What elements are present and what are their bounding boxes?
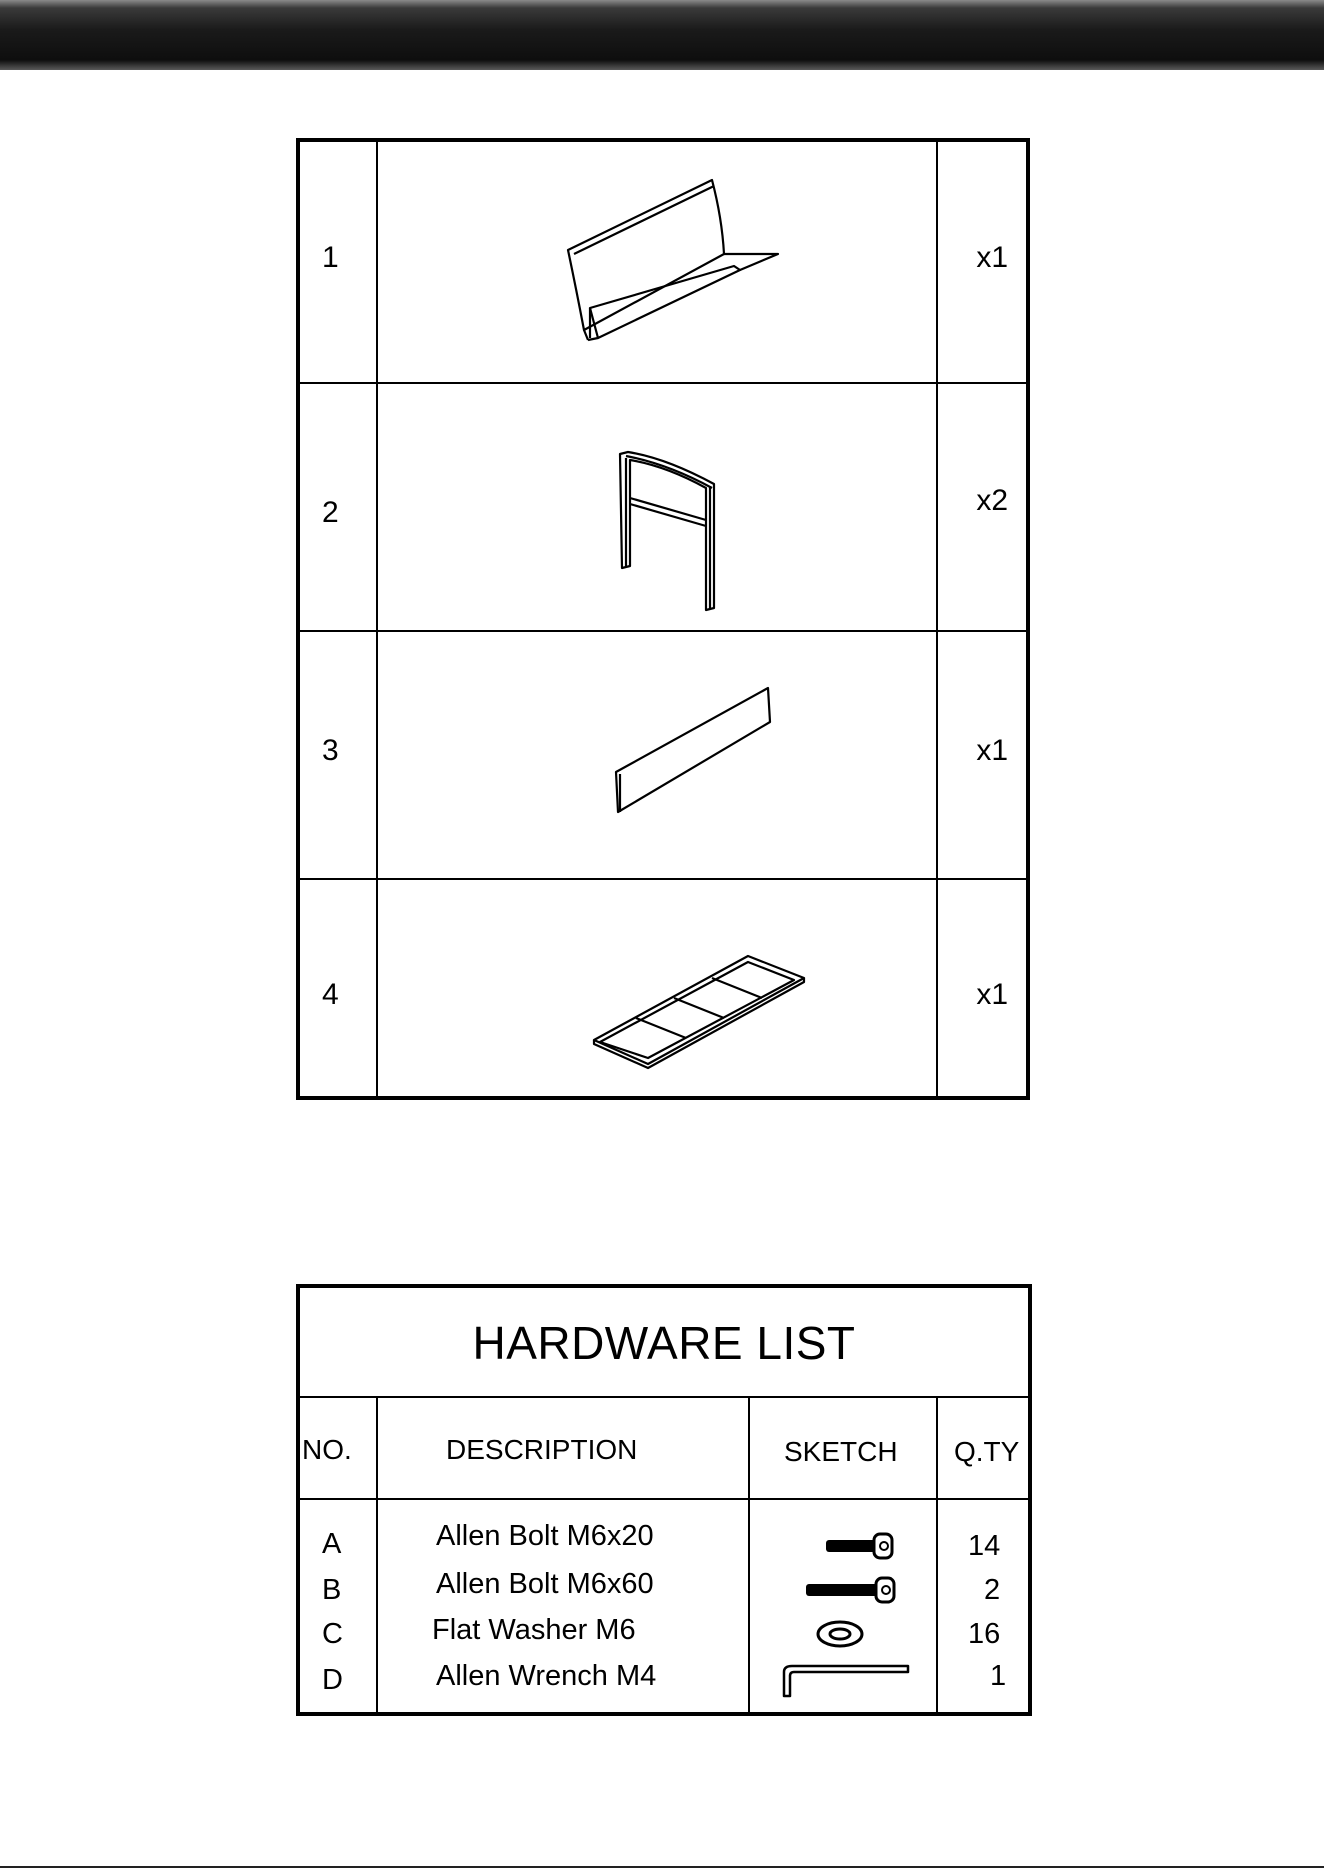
item-description: Allen Bolt M6x60 (436, 1568, 654, 1600)
item-description: Flat Washer M6 (432, 1614, 636, 1646)
item-no: C (322, 1618, 343, 1650)
column-divider (376, 142, 378, 1096)
part-number: 4 (322, 978, 339, 1011)
column-divider (936, 142, 938, 1096)
part-number: 2 (322, 496, 339, 529)
item-no: A (322, 1528, 342, 1560)
header-qty: Q.TY (954, 1436, 1020, 1467)
row-divider (300, 1396, 1028, 1398)
part-quantity: x1 (976, 978, 1008, 1011)
item-qty: 2 (984, 1574, 1001, 1606)
item-no: B (322, 1574, 342, 1606)
row-divider (300, 382, 1026, 384)
row-divider (300, 878, 1026, 880)
bench-seat-with-back-icon (564, 158, 784, 348)
allen-wrench-icon (776, 1658, 912, 1698)
item-description: Allen Bolt M6x20 (436, 1520, 654, 1552)
item-qty: 14 (968, 1530, 1001, 1562)
row-divider (300, 630, 1026, 632)
part-number: 1 (322, 241, 339, 274)
bottom-shelf-frame-icon (590, 946, 810, 1074)
parts-table (296, 138, 1030, 1100)
row-divider (300, 1498, 1028, 1500)
header-description: DESCRIPTION (446, 1434, 638, 1465)
part-quantity: x1 (976, 734, 1008, 767)
part-number: 3 (322, 734, 339, 767)
item-qty: 1 (990, 1660, 1007, 1692)
column-divider (936, 1396, 938, 1712)
short-bolt-icon (824, 1530, 896, 1562)
header-no: NO. (302, 1434, 352, 1465)
item-description: Allen Wrench M4 (436, 1660, 657, 1692)
hardware-list-title: HARDWARE LIST (472, 1317, 856, 1369)
part-quantity: x1 (976, 241, 1008, 274)
hardware-list-table (296, 1284, 1032, 1716)
side-frame-icon (616, 448, 726, 618)
part-quantity: x2 (976, 484, 1008, 517)
item-qty: 16 (968, 1618, 1001, 1650)
column-divider (748, 1396, 750, 1712)
long-bolt-icon (804, 1574, 898, 1606)
footer-rule (0, 1866, 1324, 1868)
panel-board-icon (612, 682, 780, 820)
item-no: D (322, 1664, 343, 1696)
header-bar (0, 0, 1324, 70)
washer-icon (814, 1618, 866, 1650)
column-divider (376, 1396, 378, 1712)
header-sketch: SKETCH (784, 1436, 898, 1467)
